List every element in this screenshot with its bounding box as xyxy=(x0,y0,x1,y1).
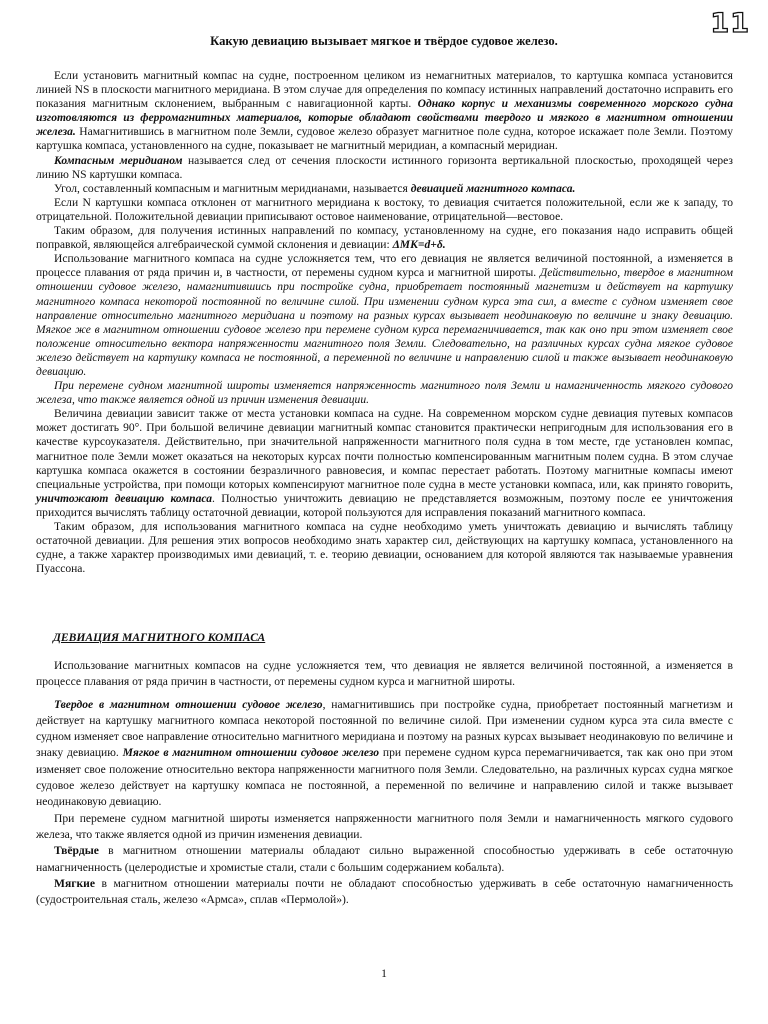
paragraph: Использование магнитных компасов на судне усложняется тем, что девиация не является величиной постоянной, а изменяется в процессе плавания от ряда причин в частности, от перемены судном курса и магнитной широты. xyxy=(36,659,733,689)
paragraph xyxy=(36,154,733,182)
text-run: Намагнитившись в магнитном поле Земли, судовое железо образует магнитное поле судна, которое искажает поле Земли. Поэтому картушка компаса, установленного на судне, показывает не магнитный меридиан, а компасный меридиан. xyxy=(36,126,733,153)
text-run: Если установить магнитный компас на судне, построенном целиком из немагнитных материалов, то картушка компаса установится линией NS в плоскости магнитного меридиана. В этом случае для определения по компасу истинных направлений достаточно исправить его показания магнитным склонением, выбранным с навигационной карты. xyxy=(36,70,733,111)
text-run: при перемене судном курса перемагничивается, так как оно при этом изменяет свое положение относительно вектора напряженности магнитного поля Земли. Следовательно, на различных курсах судна мягкое судовое железо действует на картушку компаса не постоянной, а переменной по величине и направлению силой и также вызывает неодинаковую девиацию. xyxy=(36,746,733,809)
term-compass-meridian: Компасным меридианом xyxy=(54,154,183,167)
section-deviation xyxy=(36,658,733,908)
paragraph: При перемене судном магнитной широты изменяется напряженности магнитного поля Земли и намагниченность мягкого судового железа, что также является одной из причин изменения девиации. xyxy=(36,811,733,841)
emphasis-text: уничтожают девиацию компаса xyxy=(36,492,212,505)
term-deviation: девиацией магнитного компаса. xyxy=(410,182,576,195)
emphasis-text: Однако корпус и механизмы современного морского судна изготовляются из ферромагнитных материалов, которые обладают свойствами твердого и мягкого в магнитном отношении железа. xyxy=(36,98,733,139)
paragraph xyxy=(36,407,733,520)
page-title: Какую девиацию вызывает мягкое и твёрдое судовое железо. xyxy=(210,34,558,48)
text-run: , намагнитившись при постройке судна, приобретает постоянный магнетизм и действует на картушку магнитного компаса некоторой постоянной по величине силой. При изменении судном курса эта сила вместе с судном изменяет свое направление относительно магнитного меридиана и поэтому на разных курсах вызывает неодинаковую по величине и знаку девиацию. xyxy=(36,697,734,760)
section-heading: ДЕВИАЦИЯ МАГНИТНОГО КОМПАСА xyxy=(53,631,266,644)
paragraph xyxy=(36,252,733,379)
term-hard-iron: Твердое в магнитном отношении судовое железо xyxy=(54,697,323,711)
paragraph xyxy=(36,69,733,154)
page-number-bottom: 1 xyxy=(381,967,387,980)
text-run: . Полностью уничтожить девиацию не представляется возможным, поэтому после ее уничтожения приходится вычислять таблицу остаточной девиации, которой пользуются для исправления показаний магнитного компаса. xyxy=(36,492,733,519)
text-run: Величина девиации зависит также от места установки компаса на судне. На современном морском судне девиация путевых компасов может достигать 90°. При большой величине девиации магнитный компас становится практически непригодным для использования его в качестве курсоуказателя. Действительно, при значительной напряженности магнитного поля судна в том месте, где установлен компас, магнитное поле Земли может оказаться на некоторых курсах почти полностью компенсированным магнитным полем судна. В этом случае картушка компаса окажется в состоянии безразличного равновесия, и компас перестает работать. Поэтому магнитные компасы имеют специальные устройства, при помощи которых компенсируют магнитное поле судна в месте установки компаса, или, как принято говорить, xyxy=(36,408,733,491)
italic-text: Действительно, твердое в магнитном отношении судовое железо, намагнитившись при постройке судна, приобретает постоянный магнетизм и действует на картушку магнитного компаса некоторой постоянной по величине силой. При изменении судном курса эта сил, а вместе с судном изменяет свое направление относительно магнитного меридиана и поэтому на разных курсах вызывает неодинаковую по величине и знаку девиацию. Мягкое же в магнитном отношении судовое железо при перемене судном курса перемагничивается, так как оно при этом изменяет свое положение относительно вектора напряженности магнитного поля Земли. Следовательно, на различных курсах судна мягкое судовое железо действует на картушку компаса не постоянной, а переменной по величине и направлению силой и также вызывает неодинаковую девиацию. xyxy=(36,267,733,378)
paragraph: При перемене судном магнитной широты изменяется напряженность магнитного поля Земли и намагниченность мягкого судового железа, что также является одной из причин изменения девиации. xyxy=(36,380,733,407)
text-run: в магнитном отношении материалы почти не обладают способностью удерживать в себе остаточную намагниченность (судостроительная сталь, железо «Армса», сплав «Пермолой»). xyxy=(36,876,733,907)
paragraph xyxy=(36,182,733,196)
paragraph: Если N картушки компаса отклонен от магнитного меридиана к востоку, то девиация считается положительной, если же к западу, то отрицательной. Положительной девиации приписывают остовое наименование, отрицательной—вестовое. xyxy=(36,196,733,223)
page-number-top: 11 xyxy=(710,8,750,39)
paragraph xyxy=(36,843,733,876)
text-run: Использование магнитного компаса на судне усложняется тем, что его девиация не является величиной постоянной, а изменяется в процессе плавания от ряда причин и, в частности, от перемены судном курса и магнитной широты. xyxy=(36,253,733,280)
paragraph: Таким образом, для использования магнитного компаса на судне необходимо уметь уничтожать девиацию и вычислять таблицу остаточной девиации. Для решения этих вопросов необходимо знать характер сил, действующих на картушку компаса, установленного на судне, а также характер производимых ими девиаций, т. е. теорию девиации, основанием для которой являются так называемые уравнения Пуассона. xyxy=(36,521,733,576)
paragraph xyxy=(36,876,733,909)
text-run: Угол, составленный компасным и магнитным меридианами, называется xyxy=(54,182,411,195)
term-soft: Мягкие xyxy=(54,876,95,890)
section-intro xyxy=(36,69,733,576)
text-run: называется след от сечения плоскости истинного горизонта вертикальной плоскостью, проходящей через линию NS картушки компаса. xyxy=(36,154,733,181)
term-hard: Твёрдые xyxy=(54,844,99,858)
text-run: Таким образом, для получения истинных направлений по компасу, установленному на судне, его показания надо исправить общей поправкой, являющейся алгебраической суммой склонения и девиации: xyxy=(36,225,733,252)
text-run: в магнитном отношении материалы обладают сильно выраженной способностью удерживать в себе остаточную намагниченность (целеродистые и хромистые стали, стали с большим содержанием кобальта). xyxy=(36,844,733,874)
formula: ΔМК=d+δ. xyxy=(392,239,446,252)
paragraph xyxy=(36,224,733,252)
term-soft-iron: Мягкое в магнитном отношении судовое железо xyxy=(122,746,380,760)
paragraph xyxy=(36,697,733,811)
